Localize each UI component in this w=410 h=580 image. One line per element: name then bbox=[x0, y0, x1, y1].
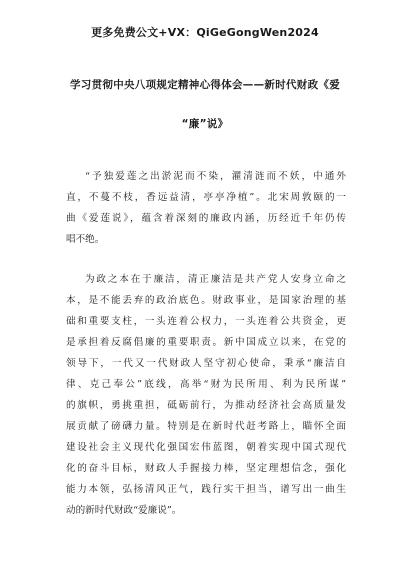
paragraph-2 bbox=[66, 269, 346, 521]
paragraph-line: 曲《爱莲说》，蕴含着深刻的廉政内涵，历经近千年仍传 bbox=[66, 213, 346, 224]
paragraph-line: 是承担着反腐倡廉的重要职责。新中国成立以来，在党的 bbox=[66, 337, 346, 348]
header-note: 更多免费公文+VX：QiGeGongWen2024 bbox=[91, 26, 319, 39]
paragraph-line: 本，是不能丢弃的政治底色。财政事业，是国家治理的基 bbox=[66, 295, 346, 306]
paragraph-line: 为政之本在于廉洁，清正廉洁是共产党人安身立命之 bbox=[85, 274, 346, 285]
paragraph-line: 化的奋斗目标，财政人手握接力棒，坚定理想信念，强化 bbox=[66, 463, 346, 474]
document-title-line-1: 学习贯彻中央八项规定精神心得体会——新时代财政《爱 bbox=[70, 79, 340, 91]
paragraph-line: 唱不绝。 bbox=[66, 234, 105, 245]
paragraph-line: 的旗帜，勇挑重担，砥砺前行，为推动经济社会高质量发 bbox=[66, 400, 346, 411]
paragraph-line: 础和重要支柱，一头连着公权力，一头连着公共资金，更 bbox=[66, 316, 346, 327]
paragraph-line: 领导下，一代又一代财政人坚守初心使命，秉承“廉洁自 bbox=[66, 358, 346, 369]
paragraph-line: 展贡献了磅礴力量。特别是在新时代赶考路上，瞄怀全面 bbox=[66, 421, 346, 432]
paragraph-line: “予独爱莲之出淤泥而不染，濯清涟而不妖，中通外 bbox=[85, 171, 346, 182]
paragraph-line: 建设社会主义现代化强国宏伟蓝图，朝着实现中国式现代 bbox=[66, 442, 346, 453]
paragraph-1 bbox=[66, 166, 346, 250]
paragraph-line: 能力本领，弘扬清风正气，践行实干担当，谱写出一曲生 bbox=[66, 484, 346, 495]
paragraph-line: 律、克己奉公”底线，高举“财为民所用、利为民所谋” bbox=[66, 379, 346, 390]
document-body bbox=[66, 166, 346, 540]
paragraph-line: 动的新时代财政“爱廉说”。 bbox=[66, 505, 182, 516]
document-title-line-2: “廉”说》 bbox=[181, 118, 229, 130]
paragraph-line: 直，不蔓不枝，香远益清，亭亭净植”。北宋周敦颐的一 bbox=[66, 192, 346, 203]
